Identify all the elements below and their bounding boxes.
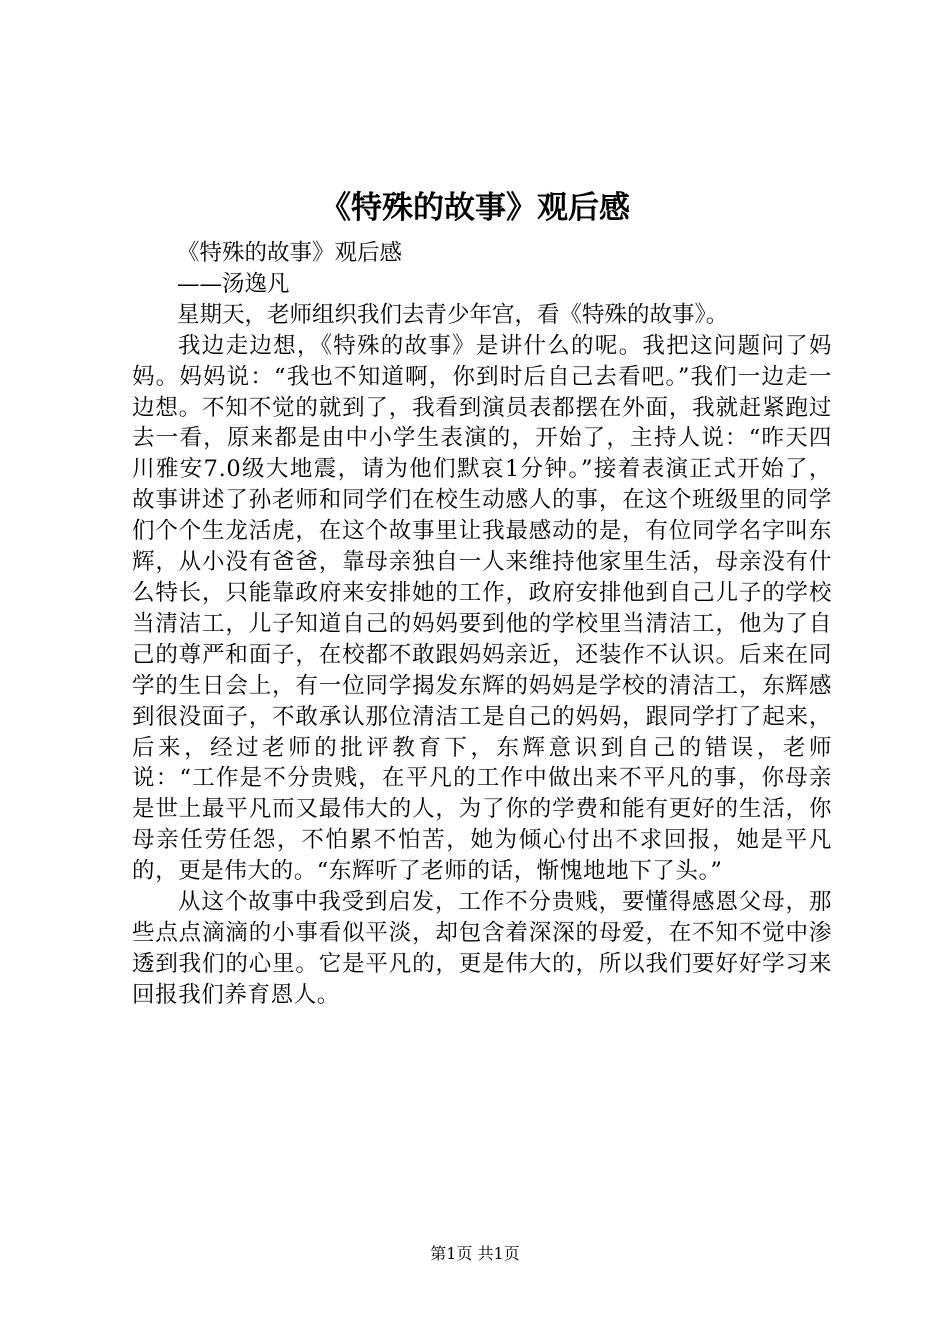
paragraph-2: 我边走边想，《特殊的故事》是讲什么的呢。我把这问题问了妈妈。妈妈说：“我也不知道啊，你到时后自己去看吧。”我们一边走一边想。不知不觉的就到了，我看到演员表都摆在外面，我就赶紧跑过去一看，原来都是由中小学生表演的，开始了，主持人说：“昨天四川雅安7.0级大地震，请为他们默哀1分钟。”接着表演正式开始了，故事讲述了孙老师和同学们在校生动感人的事，在这个班级里的同学们个个生龙活虎，在这个故事里让我最感动的是，有位同学名字叫东辉，从小没有爸爸，靠母亲独自一人来维持他家里生活，母亲没有什么特长，只能靠政府来安排她的工作，政府安排他到自己儿子的学校当清洁工，儿子知道自己的妈妈要到他的学校里当清洁工，他为了自己的尊严和面子，在校都不敢跟妈妈亲近，还装作不认识。后来在同学的生日会上，有一位同学揭发东辉的妈妈是学校的清洁工，东辉感到很没面子，不敢承认那位清洁工是自己的妈妈，跟同学打了起来，后来，经过老师的批评教育下，东辉意识到自己的错误，老师说：“工作是不分贵贱，在平凡的工作中做出来不平凡的事，你母亲是世上最平凡而又最伟大的人，为了你的学费和能有更好的生活，你母亲任劳任怨，不怕累不怕苦，她为倾心付出不求回报，她是平凡的，更是伟大的。“东辉听了老师的话，惭愧地地下了头。” [132,332,832,885]
essay-subtitle: 《特殊的故事》观后感 [177,240,403,266]
essay-author: ——汤逸凡 [177,270,290,297]
page-footer: 第1页 共1页 [430,1244,520,1263]
paragraph-3: 从这个故事中我受到启发，工作不分贵贱，要懂得感恩父母，那些点点滴滴的小事看似平淡，却包含着深深的母爱，在不知不觉中渗透到我们的心里。它是平凡的，更是伟大的，所以我们要好好学习来回报我们养育恩人。 [132,889,832,1008]
document-title: 《特殊的故事》观后感 [320,190,630,226]
document-body [132,238,832,1011]
paragraph-1: 星期天，老师组织我们去青少年宫，看《特殊的故事》。 [177,301,729,328]
